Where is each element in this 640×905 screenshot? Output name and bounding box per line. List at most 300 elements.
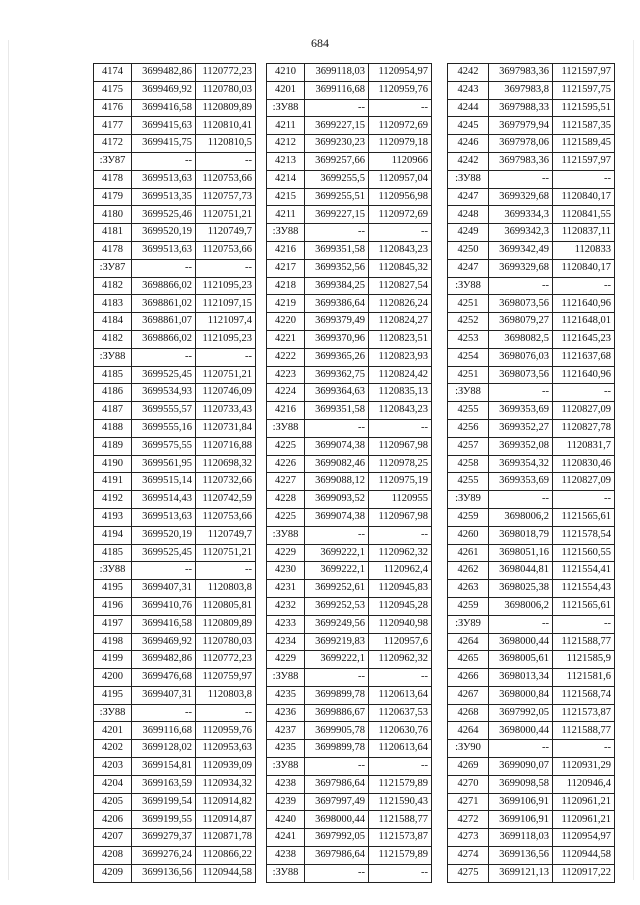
- table-row: [94, 117, 256, 135]
- point-number-cell: 4230: [267, 562, 305, 580]
- x-coordinate-cell: 3699513,63: [132, 241, 196, 259]
- x-coordinate-cell: 3698000,44: [489, 633, 553, 651]
- y-coordinate-cell: 1120843,23: [369, 241, 432, 259]
- point-number-cell: 4235: [267, 686, 305, 704]
- y-coordinate-cell: 1121640,96: [553, 366, 615, 384]
- y-coordinate-cell: 1120945,83: [369, 580, 432, 598]
- x-coordinate-cell: 3699905,78: [305, 722, 369, 740]
- point-number-cell: :ЗУ88: [448, 277, 489, 295]
- table-row: [94, 384, 256, 402]
- point-number-cell: 4223: [267, 366, 305, 384]
- y-coordinate-cell: 1121554,41: [553, 562, 615, 580]
- point-number-cell: 4224: [267, 384, 305, 402]
- y-coordinate-cell: 1120772,23: [196, 64, 256, 82]
- x-coordinate-cell: 3699334,3: [489, 206, 553, 224]
- table-row: [267, 740, 432, 758]
- x-coordinate-cell: 3699222,1: [305, 651, 369, 669]
- point-number-cell: 4185: [94, 366, 132, 384]
- point-number-cell: 4245: [448, 117, 489, 135]
- y-coordinate-cell: 1120840,17: [553, 188, 615, 206]
- table-row: [94, 152, 256, 170]
- table-row: [267, 758, 432, 776]
- point-number-cell: 4238: [267, 847, 305, 865]
- x-coordinate-cell: 3699354,32: [489, 455, 553, 473]
- table-row: [94, 81, 256, 99]
- x-coordinate-cell: 3699353,69: [489, 402, 553, 420]
- table-row: [267, 651, 432, 669]
- x-coordinate-cell: 3699415,75: [132, 135, 196, 153]
- table-row: [448, 722, 615, 740]
- x-coordinate-cell: 3699482,86: [132, 64, 196, 82]
- y-coordinate-cell: --: [369, 99, 432, 117]
- x-coordinate-cell: 3699118,03: [305, 64, 369, 82]
- x-coordinate-cell: 3698044,81: [489, 562, 553, 580]
- point-number-cell: 4248: [448, 206, 489, 224]
- point-number-cell: 4254: [448, 348, 489, 366]
- y-coordinate-cell: 1120833: [553, 241, 615, 259]
- point-number-cell: 4265: [448, 651, 489, 669]
- y-coordinate-cell: 1120940,98: [369, 615, 432, 633]
- x-coordinate-cell: 3697988,33: [489, 99, 553, 117]
- table-row: [448, 704, 615, 722]
- x-coordinate-cell: 3699199,55: [132, 811, 196, 829]
- x-coordinate-cell: 3699329,68: [489, 259, 553, 277]
- point-number-cell: 4210: [267, 64, 305, 82]
- point-number-cell: 4201: [94, 722, 132, 740]
- table-row: [448, 366, 615, 384]
- x-coordinate-cell: 3699370,96: [305, 330, 369, 348]
- point-number-cell: 4220: [267, 313, 305, 331]
- point-number-cell: :ЗУ88: [267, 758, 305, 776]
- x-coordinate-cell: 3699365,26: [305, 348, 369, 366]
- point-number-cell: 4231: [267, 580, 305, 598]
- point-number-cell: 4222: [267, 348, 305, 366]
- x-coordinate-cell: 3699520,19: [132, 224, 196, 242]
- table-row: [94, 491, 256, 509]
- table-row: [267, 348, 432, 366]
- point-number-cell: 4273: [448, 829, 489, 847]
- y-coordinate-cell: 1120810,5: [196, 135, 256, 153]
- point-number-cell: 4269: [448, 758, 489, 776]
- x-coordinate-cell: --: [489, 491, 553, 509]
- point-number-cell: 4175: [94, 81, 132, 99]
- table-row: [94, 722, 256, 740]
- y-coordinate-cell: 1120945,28: [369, 597, 432, 615]
- point-number-cell: 4235: [267, 740, 305, 758]
- table-row: [267, 562, 432, 580]
- y-coordinate-cell: 1120753,66: [196, 241, 256, 259]
- y-coordinate-cell: 1120939,09: [196, 758, 256, 776]
- x-coordinate-cell: 3699469,92: [132, 633, 196, 651]
- table-row: [94, 847, 256, 865]
- x-coordinate-cell: 3699534,93: [132, 384, 196, 402]
- y-coordinate-cell: 1120955: [369, 491, 432, 509]
- x-coordinate-cell: 3699227,15: [305, 117, 369, 135]
- x-coordinate-cell: 3699222,1: [305, 544, 369, 562]
- x-coordinate-cell: 3697986,64: [305, 775, 369, 793]
- y-coordinate-cell: 1121095,23: [196, 277, 256, 295]
- y-coordinate-cell: --: [369, 419, 432, 437]
- y-coordinate-cell: 1120953,63: [196, 740, 256, 758]
- y-coordinate-cell: 1120823,51: [369, 330, 432, 348]
- y-coordinate-cell: 1120803,8: [196, 686, 256, 704]
- table-row: [94, 562, 256, 580]
- table-row: [267, 437, 432, 455]
- y-coordinate-cell: 1120613,64: [369, 686, 432, 704]
- table-row: [448, 295, 615, 313]
- y-coordinate-cell: 1120843,23: [369, 402, 432, 420]
- y-coordinate-cell: 1120613,64: [369, 740, 432, 758]
- y-coordinate-cell: 1120956,98: [369, 188, 432, 206]
- table-row: [448, 224, 615, 242]
- y-coordinate-cell: 1121589,45: [553, 135, 615, 153]
- table-row: [94, 330, 256, 348]
- table-row: [267, 241, 432, 259]
- point-number-cell: 4266: [448, 669, 489, 687]
- x-coordinate-cell: 3699514,43: [132, 491, 196, 509]
- x-coordinate-cell: 3699136,56: [489, 847, 553, 865]
- y-coordinate-cell: 1121597,97: [553, 152, 615, 170]
- point-number-cell: 4198: [94, 633, 132, 651]
- y-coordinate-cell: 1120944,58: [553, 847, 615, 865]
- y-coordinate-cell: 1120753,66: [196, 508, 256, 526]
- point-number-cell: 4219: [267, 295, 305, 313]
- y-coordinate-cell: 1120824,27: [369, 313, 432, 331]
- x-coordinate-cell: 3698025,38: [489, 580, 553, 598]
- table-row: [448, 811, 615, 829]
- point-number-cell: 4270: [448, 775, 489, 793]
- point-number-cell: 4178: [94, 170, 132, 188]
- table-row: [267, 277, 432, 295]
- table-row: [448, 544, 615, 562]
- y-coordinate-cell: 1120780,03: [196, 81, 256, 99]
- point-number-cell: 4200: [94, 669, 132, 687]
- x-coordinate-cell: 3699106,91: [489, 811, 553, 829]
- table-row: [448, 402, 615, 420]
- x-coordinate-cell: 3699575,55: [132, 437, 196, 455]
- x-coordinate-cell: 3699476,68: [132, 669, 196, 687]
- y-coordinate-cell: --: [553, 170, 615, 188]
- table-row: [267, 99, 432, 117]
- y-coordinate-cell: --: [196, 259, 256, 277]
- y-coordinate-cell: 1120733,43: [196, 402, 256, 420]
- y-coordinate-cell: 1120978,25: [369, 455, 432, 473]
- x-coordinate-cell: 3697997,49: [305, 793, 369, 811]
- scan-edge-right: [633, 40, 634, 880]
- x-coordinate-cell: 3699555,57: [132, 402, 196, 420]
- point-number-cell: 4229: [267, 651, 305, 669]
- y-coordinate-cell: 1121565,61: [553, 508, 615, 526]
- x-coordinate-cell: 3699525,46: [132, 206, 196, 224]
- table-row: [448, 170, 615, 188]
- y-coordinate-cell: 1120871,78: [196, 829, 256, 847]
- x-coordinate-cell: 3699513,63: [132, 170, 196, 188]
- x-coordinate-cell: 3697986,64: [305, 847, 369, 865]
- y-coordinate-cell: 1121097,15: [196, 295, 256, 313]
- y-coordinate-cell: 1120957,04: [369, 170, 432, 188]
- table-row: [448, 669, 615, 687]
- table-row: [448, 455, 615, 473]
- x-coordinate-cell: 3699136,56: [132, 864, 196, 882]
- x-coordinate-cell: 3698073,56: [489, 366, 553, 384]
- point-number-cell: 4249: [448, 224, 489, 242]
- y-coordinate-cell: 1120830,46: [553, 455, 615, 473]
- table-row: [94, 669, 256, 687]
- x-coordinate-cell: 3699074,38: [305, 437, 369, 455]
- y-coordinate-cell: --: [553, 491, 615, 509]
- y-coordinate-cell: 1120840,17: [553, 259, 615, 277]
- y-coordinate-cell: 1120809,89: [196, 615, 256, 633]
- table-row: [94, 793, 256, 811]
- point-number-cell: 4232: [267, 597, 305, 615]
- x-coordinate-cell: 3697992,05: [305, 829, 369, 847]
- point-number-cell: 4255: [448, 402, 489, 420]
- point-number-cell: 4195: [94, 686, 132, 704]
- y-coordinate-cell: 1120637,53: [369, 704, 432, 722]
- y-coordinate-cell: 1121597,97: [553, 64, 615, 82]
- point-number-cell: 4202: [94, 740, 132, 758]
- table-row: [448, 241, 615, 259]
- table-row: [267, 722, 432, 740]
- y-coordinate-cell: --: [196, 562, 256, 580]
- y-coordinate-cell: 1120931,29: [553, 758, 615, 776]
- x-coordinate-cell: 3698073,56: [489, 295, 553, 313]
- point-number-cell: :ЗУ87: [94, 152, 132, 170]
- table-row: [267, 829, 432, 847]
- point-number-cell: 4250: [448, 241, 489, 259]
- x-coordinate-cell: 3699082,46: [305, 455, 369, 473]
- point-number-cell: 4267: [448, 686, 489, 704]
- table-row: [94, 188, 256, 206]
- point-number-cell: 4211: [267, 117, 305, 135]
- table-row: [94, 508, 256, 526]
- point-number-cell: 4247: [448, 259, 489, 277]
- table-row: [267, 117, 432, 135]
- y-coordinate-cell: 1121573,87: [369, 829, 432, 847]
- x-coordinate-cell: 3699407,31: [132, 580, 196, 598]
- y-coordinate-cell: 1120827,09: [553, 402, 615, 420]
- y-coordinate-cell: 1120810,41: [196, 117, 256, 135]
- x-coordinate-cell: 3698006,2: [489, 597, 553, 615]
- x-coordinate-cell: 3699154,81: [132, 758, 196, 776]
- point-number-cell: 4259: [448, 508, 489, 526]
- point-number-cell: 4218: [267, 277, 305, 295]
- x-coordinate-cell: --: [132, 562, 196, 580]
- x-coordinate-cell: 3699513,35: [132, 188, 196, 206]
- y-coordinate-cell: 1120954,97: [553, 829, 615, 847]
- table-row: [94, 135, 256, 153]
- x-coordinate-cell: 3698079,27: [489, 313, 553, 331]
- x-coordinate-cell: 3697983,8: [489, 81, 553, 99]
- point-number-cell: 4214: [267, 170, 305, 188]
- x-coordinate-cell: 3699329,68: [489, 188, 553, 206]
- point-number-cell: 4190: [94, 455, 132, 473]
- point-number-cell: 4225: [267, 437, 305, 455]
- table-row: [267, 526, 432, 544]
- table-row: [267, 366, 432, 384]
- table-row: [448, 99, 615, 117]
- y-coordinate-cell: 1120934,32: [196, 775, 256, 793]
- table-row: [94, 580, 256, 598]
- x-coordinate-cell: 3699276,24: [132, 847, 196, 865]
- table-row: [94, 686, 256, 704]
- x-coordinate-cell: 3698866,02: [132, 330, 196, 348]
- point-number-cell: 4178: [94, 241, 132, 259]
- x-coordinate-cell: 3699362,75: [305, 366, 369, 384]
- point-number-cell: 4255: [448, 473, 489, 491]
- y-coordinate-cell: 1120759,97: [196, 669, 256, 687]
- table-row: [94, 64, 256, 82]
- point-number-cell: 4188: [94, 419, 132, 437]
- point-number-cell: 4252: [448, 313, 489, 331]
- point-number-cell: 4234: [267, 633, 305, 651]
- point-number-cell: 4217: [267, 259, 305, 277]
- x-coordinate-cell: 3699352,08: [489, 437, 553, 455]
- point-number-cell: 4259: [448, 597, 489, 615]
- y-coordinate-cell: 1121637,68: [553, 348, 615, 366]
- x-coordinate-cell: --: [305, 419, 369, 437]
- point-number-cell: 4225: [267, 508, 305, 526]
- point-number-cell: 4239: [267, 793, 305, 811]
- table-row: [448, 847, 615, 865]
- y-coordinate-cell: 1120751,21: [196, 366, 256, 384]
- x-coordinate-cell: --: [489, 615, 553, 633]
- table-row: [94, 206, 256, 224]
- x-coordinate-cell: 3699407,31: [132, 686, 196, 704]
- point-number-cell: 4184: [94, 313, 132, 331]
- point-number-cell: :ЗУ89: [448, 491, 489, 509]
- table-row: [267, 206, 432, 224]
- table-row: [448, 793, 615, 811]
- table-row: [267, 64, 432, 82]
- x-coordinate-cell: 3699128,02: [132, 740, 196, 758]
- x-coordinate-cell: 3699227,15: [305, 206, 369, 224]
- table-row: [448, 152, 615, 170]
- table-row: [94, 704, 256, 722]
- x-coordinate-cell: 3699525,45: [132, 366, 196, 384]
- table-row: [448, 686, 615, 704]
- point-number-cell: 4209: [94, 864, 132, 882]
- table-row: [94, 526, 256, 544]
- y-coordinate-cell: 1120835,13: [369, 384, 432, 402]
- table-row: [267, 847, 432, 865]
- table-row: [448, 740, 615, 758]
- x-coordinate-cell: 3697978,06: [489, 135, 553, 153]
- x-coordinate-cell: 3699513,63: [132, 508, 196, 526]
- point-number-cell: :ЗУ88: [267, 669, 305, 687]
- point-number-cell: 4241: [267, 829, 305, 847]
- x-coordinate-cell: 3699469,92: [132, 81, 196, 99]
- y-coordinate-cell: 1121554,43: [553, 580, 615, 598]
- point-number-cell: 4216: [267, 402, 305, 420]
- x-coordinate-cell: 3699252,61: [305, 580, 369, 598]
- table-row: [94, 740, 256, 758]
- table-row: [94, 277, 256, 295]
- table-row: [267, 615, 432, 633]
- point-number-cell: 4186: [94, 384, 132, 402]
- point-number-cell: 4257: [448, 437, 489, 455]
- x-coordinate-cell: 3699515,14: [132, 473, 196, 491]
- point-number-cell: 4275: [448, 864, 489, 882]
- y-coordinate-cell: 1121640,96: [553, 295, 615, 313]
- table-row: [94, 437, 256, 455]
- point-number-cell: 4206: [94, 811, 132, 829]
- point-number-cell: 4172: [94, 135, 132, 153]
- x-coordinate-cell: 3699525,45: [132, 544, 196, 562]
- y-coordinate-cell: 1121587,35: [553, 117, 615, 135]
- x-coordinate-cell: 3698000,44: [489, 722, 553, 740]
- x-coordinate-cell: 3699351,58: [305, 241, 369, 259]
- x-coordinate-cell: 3698000,84: [489, 686, 553, 704]
- coordinate-table-column-2: [266, 63, 432, 883]
- y-coordinate-cell: 1120959,76: [369, 81, 432, 99]
- table-row: [94, 811, 256, 829]
- x-coordinate-cell: 3699279,37: [132, 829, 196, 847]
- y-coordinate-cell: 1120959,76: [196, 722, 256, 740]
- x-coordinate-cell: 3699899,78: [305, 686, 369, 704]
- point-number-cell: :ЗУ88: [267, 864, 305, 882]
- table-row: [448, 259, 615, 277]
- point-number-cell: 4237: [267, 722, 305, 740]
- table-row: [448, 562, 615, 580]
- point-number-cell: 4244: [448, 99, 489, 117]
- point-number-cell: 4180: [94, 206, 132, 224]
- x-coordinate-cell: 3698861,07: [132, 313, 196, 331]
- point-number-cell: 4242: [448, 152, 489, 170]
- point-number-cell: :ЗУ88: [94, 704, 132, 722]
- x-coordinate-cell: --: [489, 277, 553, 295]
- table-row: [448, 526, 615, 544]
- y-coordinate-cell: 1120746,09: [196, 384, 256, 402]
- y-coordinate-cell: 1120957,6: [369, 633, 432, 651]
- table-row: [448, 188, 615, 206]
- y-coordinate-cell: 1120966: [369, 152, 432, 170]
- table-row: [94, 313, 256, 331]
- x-coordinate-cell: 3699555,16: [132, 419, 196, 437]
- table-row: [448, 651, 615, 669]
- table-row: [94, 455, 256, 473]
- scan-edge-left: [8, 40, 9, 880]
- point-number-cell: 4192: [94, 491, 132, 509]
- x-coordinate-cell: 3697983,36: [489, 64, 553, 82]
- point-number-cell: 4251: [448, 366, 489, 384]
- table-row: [448, 597, 615, 615]
- x-coordinate-cell: 3699364,63: [305, 384, 369, 402]
- y-coordinate-cell: 1120749,7: [196, 224, 256, 242]
- table-row: [448, 313, 615, 331]
- x-coordinate-cell: 3699353,69: [489, 473, 553, 491]
- point-number-cell: 4183: [94, 295, 132, 313]
- point-number-cell: :ЗУ89: [448, 615, 489, 633]
- table-row: [94, 597, 256, 615]
- point-number-cell: 4211: [267, 206, 305, 224]
- table-row: [267, 313, 432, 331]
- y-coordinate-cell: 1120716,88: [196, 437, 256, 455]
- y-coordinate-cell: 1120803,8: [196, 580, 256, 598]
- y-coordinate-cell: 1120731,84: [196, 419, 256, 437]
- table-row: [94, 99, 256, 117]
- x-coordinate-cell: 3699410,76: [132, 597, 196, 615]
- x-coordinate-cell: 3699561,95: [132, 455, 196, 473]
- y-coordinate-cell: 1121097,4: [196, 313, 256, 331]
- table-row: [448, 384, 615, 402]
- table-row: [267, 419, 432, 437]
- table-row: [448, 135, 615, 153]
- point-number-cell: 4251: [448, 295, 489, 313]
- x-coordinate-cell: 3699090,07: [489, 758, 553, 776]
- y-coordinate-cell: --: [553, 740, 615, 758]
- x-coordinate-cell: 3699386,64: [305, 295, 369, 313]
